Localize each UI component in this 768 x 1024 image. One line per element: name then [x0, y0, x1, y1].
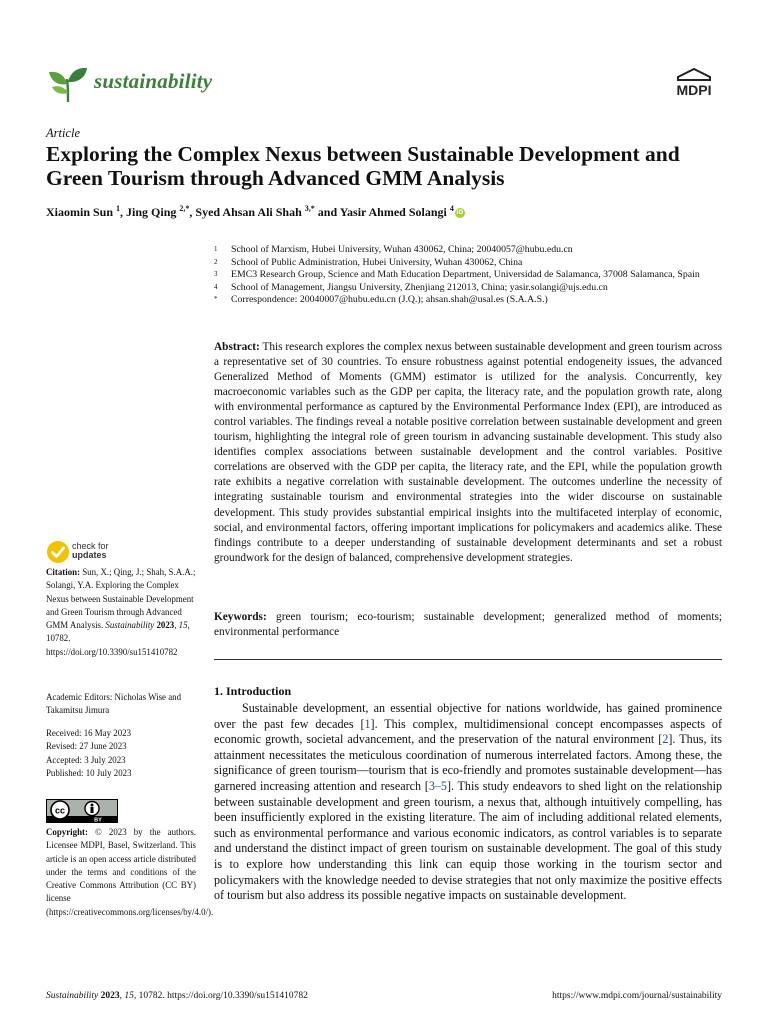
- citation-block: Citation: Sun, X.; Qing, J.; Shah, S.A.A.; Solangi, Y.A. Exploring the Complex Nexus between Sustainable Development and Green Tourism through Advanced GMM Analysis. Sustainability 2023, 15, 10782. https://doi.org/10.3390/su151410782: [46, 567, 196, 657]
- affiliation-text: School of Management, Jiangsu University, Zhenjiang 212013, China; yasir.solangi@ujs.edu.cn: [231, 281, 608, 293]
- affiliation-item: [214, 269, 724, 282]
- abstract-label: Abstract:: [214, 341, 260, 353]
- cc-by-label: BY: [94, 817, 102, 823]
- introduction-paragraph: [214, 701, 722, 904]
- check-updates-label: [72, 542, 109, 560]
- date-published: Published: 10 July 2023: [46, 767, 132, 778]
- affiliation-text: EMC3 Research Group, Science and Math Education Department, Universidad de Salamanca, 37008 Salamanca, Spain: [231, 269, 700, 281]
- citation-journal: Sustainability: [105, 620, 155, 631]
- intro-text: ]. This complex, multidimensional concept encompasses aspects of economic growth, societal advancement, and the preservation of the natural environment [: [214, 716, 722, 747]
- publisher-name: MDPI: [676, 82, 712, 98]
- citation-year: 2023: [156, 620, 175, 631]
- publication-dates: [46, 727, 196, 780]
- author-affiliation-mark: 3,*: [304, 204, 315, 213]
- abstract: [214, 340, 722, 566]
- journal-name[interactable]: sustainability: [94, 69, 213, 93]
- affiliation-number: 2: [214, 257, 218, 266]
- affiliation-number: 1: [214, 245, 218, 253]
- citation-volume: 15: [178, 620, 188, 631]
- affiliation-item: [214, 282, 724, 295]
- citation-doi[interactable]: , 10782. https://doi.org/10.3390/su151410782: [46, 620, 190, 657]
- keywords-label: Keywords:: [214, 611, 267, 623]
- citation-link[interactable]: 2: [662, 732, 669, 747]
- date-accepted: Accepted: 3 July 2023: [46, 754, 126, 765]
- mdpi-logo-icon[interactable]: [666, 67, 722, 101]
- author-list: Xiaomin Sun $^1$, Jing Qing $^{2,*}$, Syed Ahsan Ali Shah $^{3,*}$ and Yasir Ahmed Solangi $^4$ iD: [46, 204, 464, 219]
- footer-journal-url[interactable]: https://www.mdpi.com/journal/sustainability: [552, 991, 722, 1001]
- section-heading-introduction: 1. Introduction: [214, 684, 292, 698]
- affiliation-item: [214, 244, 724, 257]
- keywords-text: green tourism; eco-tourism; sustainable development; generalized method of moments; environmental performance: [214, 611, 723, 639]
- author-affiliation-mark: 4: [449, 204, 454, 213]
- orcid-icon[interactable]: iD: [456, 209, 464, 217]
- journal-leaf-logo-icon: [46, 62, 90, 106]
- correspondence-mark: *: [214, 295, 218, 304]
- academic-editors: Academic Editors: Nicholas Wise and Takamitsu Jimura: [46, 692, 182, 716]
- author-affiliation-mark: 2,*: [179, 204, 190, 213]
- affiliation-text: School of Marxism, Hubei University, Wuhan 430062, China; 20040057@hubu.edu.cn: [231, 244, 573, 255]
- article-type: Article: [46, 126, 81, 140]
- citation-link[interactable]: 3–5: [428, 778, 447, 793]
- affiliation-text: School of Public Administration, Hubei University, Wuhan 430062, China: [231, 256, 523, 268]
- keywords: [214, 610, 722, 640]
- footer-journal: Sustainability: [46, 991, 99, 1001]
- footer-doi-link[interactable]: , 10782. https://doi.org/10.3390/su151410782: [133, 991, 308, 1001]
- check-updates-line: check for: [72, 541, 109, 551]
- check-for-updates-button[interactable]: [46, 540, 146, 568]
- date-revised: Revised: 27 June 2023: [46, 741, 127, 752]
- date-received: Received: 16 May 2023: [46, 728, 132, 738]
- citation-label: Citation:: [46, 567, 81, 577]
- citation-link[interactable]: 1: [364, 716, 371, 731]
- footer-volume: 15: [124, 991, 134, 1001]
- author-name[interactable]: Yasir Ahmed Solangi: [339, 205, 447, 219]
- cc-by-license-icon[interactable]: [46, 799, 118, 823]
- correspondence-text: Correspondence: 20040007@hubu.edu.cn (J.Q.); ahsan.shah@usal.es (S.A.A.S.): [231, 294, 548, 306]
- citation-text: Sun, X.; Qing, J.; Shah, S.A.A.; Solangi, Y.A. Exploring the Complex Nexus between Sustainable Development and Green Tourism through Advanced GMM Analysis.: [46, 567, 196, 631]
- intro-text: Sustainable development, an essential objective for nations worldwide, has gained prominence over the past few decades [: [214, 701, 722, 731]
- section-divider: [214, 659, 722, 660]
- intro-text: ]. Thus, its attainment necessitates the meticulous coordination of numerous interrelated factors. Among these, the significance of green tourism—tourism that is eco-friendly and promotes sustainable development—has garnered increasing attention and research [: [214, 732, 722, 793]
- footer-citation: Sustainability 2023, 15, 10782. https://doi.org/10.3390/su151410782: [46, 991, 308, 1001]
- author-affiliation-mark: 1: [116, 204, 121, 213]
- svg-text:cc: cc: [54, 805, 66, 816]
- affiliation-number: 3: [214, 270, 218, 279]
- author-name[interactable]: Xiaomin Sun: [46, 205, 114, 219]
- abstract-text: This research explores the complex nexus between sustainable development and green tourism across a representative set of 30 countries. To ensure robustness against potential endogeneity issues, the advanced Generalized Method of Moments (GMM) estimator is utilized for the analysis. Concurrently, key macroeconomic variables such as the GDP per capita, the literacy rate, and the population growth rate, along with environmental performance as captured by the Environmental Performance Index (EPI), are introduced as control variables. The findings reveal a notable positive correlation between sustainable development and green tourism, highlighting the integral role of green tourism in advancing sustainable development. This study also identifies complex associations between sustainable development and the control variables. Positive correlations are observed with the GDP per capita, the literacy rate, and the EPI, while the population growth rate exhibits a negative correlation with sustainable development. The outcomes underline the necessity of integrating sustainable tourism and environmental strategies into the wider discourse on sustainable development. This study provides substantial empirical insights into the multifaceted interplay of economic, social, and environmental factors, offering important implications for policymakers and academics alike. These findings contribute to a deeper understanding of sustainable development determinants and set a robust groundwork for the design of balanced, comprehensive development strategies.: [214, 341, 722, 564]
- footer-year: 2023: [100, 991, 120, 1001]
- check-updates-icon: [46, 540, 70, 564]
- article-title: Exploring the Complex Nexus between Sustainable Development and Green Tourism through Advanced GMM Analysis: [46, 142, 680, 190]
- copyright-text: © 2023 by the authors. Licensee MDPI, Basel, Switzerland. This article is an open access article distributed under the terms and conditions of the Creative Commons Attribution (CC BY) license (https://creativecommons.org/licenses/by/4.0/).: [46, 827, 214, 917]
- authors-conjunction: and: [317, 205, 338, 219]
- affiliations-list: [214, 244, 724, 307]
- correspondence-item: [214, 294, 724, 307]
- copyright-notice: [46, 826, 214, 919]
- copyright-label: Copyright:: [46, 827, 88, 837]
- affiliation-number: 4: [214, 282, 218, 291]
- intro-text: ]. This study endeavors to shed light on the relationship between sustainable development and green tourism, a nexus that, although intuitively compelling, has been insufficiently explored in the existing literature. The aim of including additional related elements, such as environmental performance and various economic indicators, as control variables is to separate and understand the distinct impact of green tourism on sustainable development. The goal of this study is to explore how understanding this link can equip those working in the tourism sector and policymakers with the knowledge needed to devise strategies that not only maximize the positive effects of tourism but also address its possible negative impacts on sustainable development.: [214, 778, 722, 903]
- affiliation-item: [214, 257, 724, 270]
- author-name[interactable]: Syed Ahsan Ali Shah: [195, 205, 302, 219]
- author-name[interactable]: Jing Qing: [126, 205, 177, 219]
- check-updates-line: updates: [72, 550, 107, 560]
